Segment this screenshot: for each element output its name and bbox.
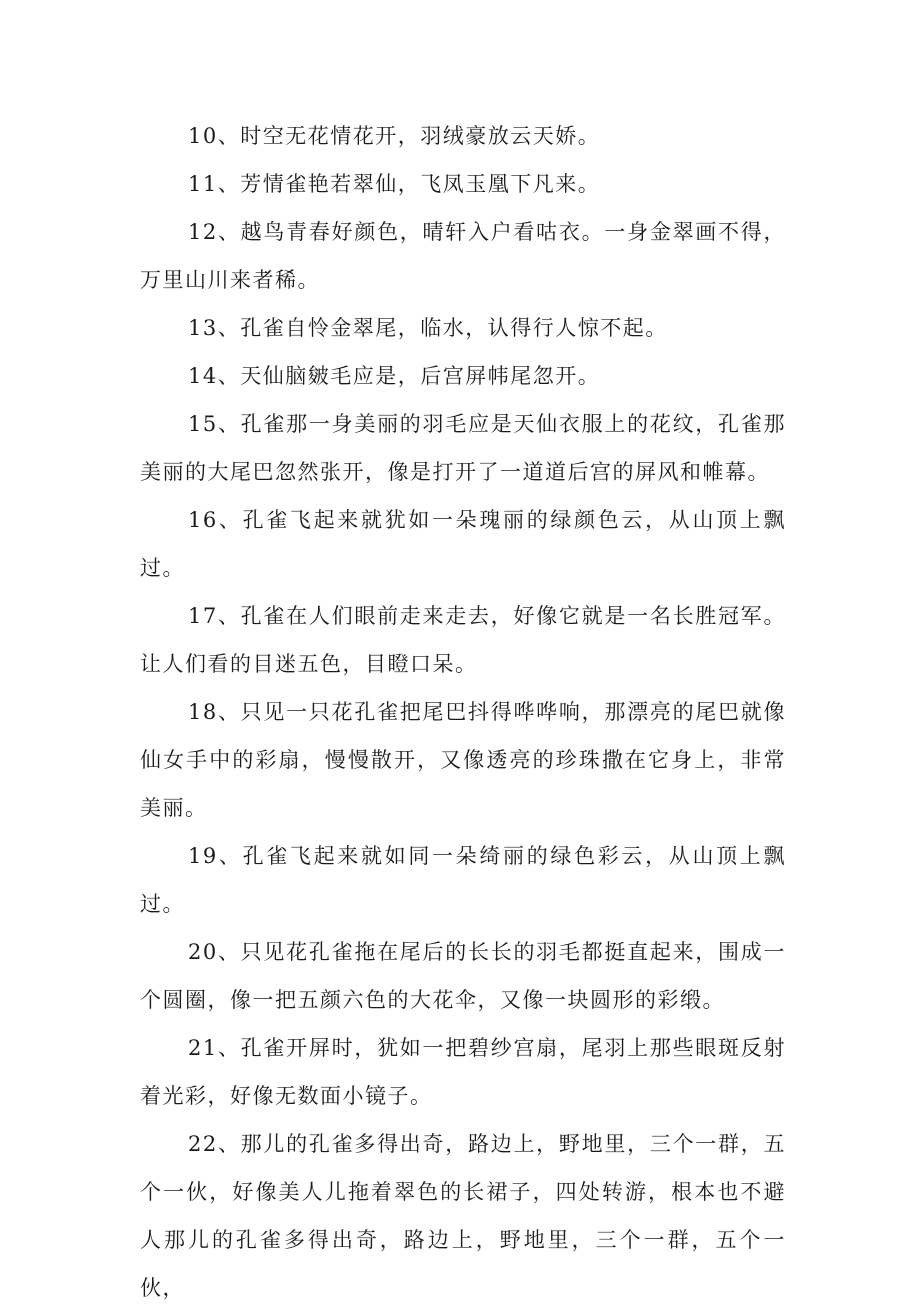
- paragraph-12: 12、越鸟青春好颜色，晴轩入户看咕衣。一身金翠画不得，万里山川来者稀。: [140, 220, 786, 292]
- paragraph-16: 16、孔雀飞起来就犹如一朵瑰丽的绿颜色云，从山顶上飘过。: [140, 508, 786, 580]
- document-body: [140, 112, 786, 1312]
- paragraph-11: 11、芳情雀艳若翠仙，飞凤玉凰下凡来。: [188, 172, 601, 196]
- paragraph-20: 20、只见花孔雀拖在尾后的长长的羽毛都挺直起来，围成一个圆圈，像一把五颜六色的大花伞，又像一块圆形的彩缎。: [140, 940, 786, 1012]
- paragraph-15: 15、孔雀那一身美丽的羽毛应是天仙衣服上的花纹，孔雀那美丽的大尾巴忽然张开，像是打开了一道道后宫的屏风和帷幕。: [140, 412, 786, 484]
- paragraph-22: 22、那儿的孔雀多得出奇，路边上，野地里，三个一群，五个一伙，好像美人儿拖着翠色的长裙子，四处转游，根本也不避人那儿的孔雀多得出奇，路边上，野地里，三个一群，五个一伙，: [140, 1132, 786, 1300]
- paragraph-19: 19、孔雀飞起来就如同一朵绮丽的绿色彩云，从山顶上飘过。: [140, 844, 786, 916]
- paragraph-14: 14、天仙脑皴毛应是，后宫屏帏尾忽开。: [188, 364, 601, 388]
- paragraph-21: 21、孔雀开屏时，犹如一把碧纱宫扇，尾羽上那些眼斑反射着光彩，好像无数面小镜子。: [140, 1036, 786, 1108]
- paragraph-17: 17、孔雀在人们眼前走来走去，好像它就是一名长胜冠军。让人们看的目迷五色，目瞪口呆。: [140, 604, 786, 676]
- paragraph-18: 18、只见一只花孔雀把尾巴抖得哗哗响，那漂亮的尾巴就像仙女手中的彩扇，慢慢散开，又像透亮的珍珠撒在它身上，非常美丽。: [140, 700, 786, 820]
- paragraph-10: 10、时空无花情花开，羽绒豪放云天娇。: [188, 124, 601, 148]
- paragraph-13: 13、孔雀自怜金翠尾，临水，认得行人惊不起。: [188, 316, 668, 340]
